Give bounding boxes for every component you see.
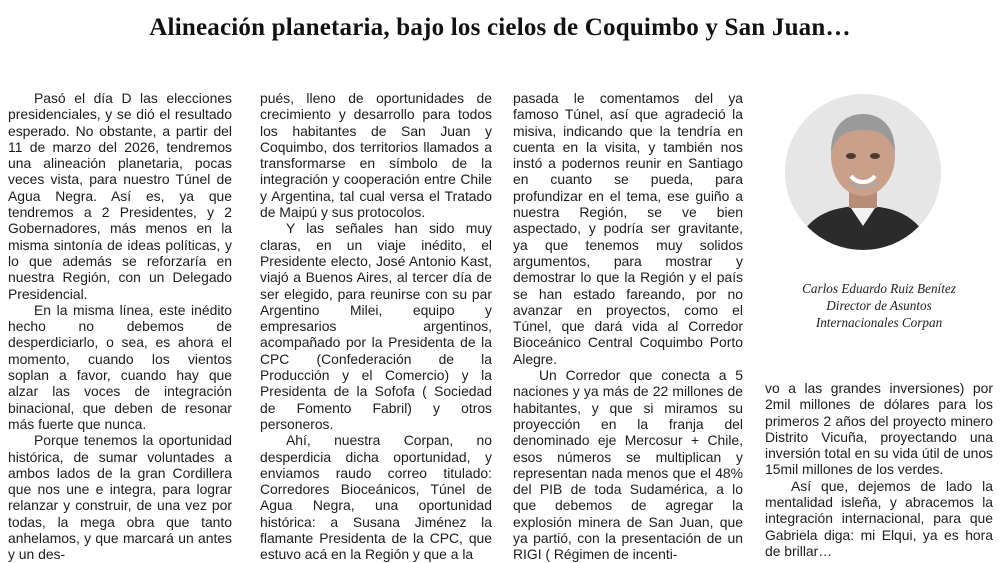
author-portrait: [785, 94, 941, 250]
article-headline: Alineación planetaria, bajo los cielos de Coquimbo y San Juan…: [149, 14, 851, 41]
article-column-3: [513, 90, 743, 563]
article-column-4: [765, 380, 993, 559]
paragraph: Porque tenemos la oportunidad histórica, de sumar voluntades a ambos lados de la gran Cordillera que nos une e integra, para lograr relanzar y construir, de una vez por todas, la mega obra que tanto anhelamos, y que marcará un antes y un des-: [8, 432, 232, 563]
paragraph: pasada le comentamos del ya famoso Túnel, así que agradeció la misiva, indicando que la tendría en cuenta en la visita, y también nos instó a podernos reunir en Santiago en cuanto se pueda, para profundizar en el tema, ese guiño a nuestra Región, se ve bien aspectado, y podría ser gravitante, ya que tenemos muy solidos argumentos, para mostrar y demostrar lo que la Región y el país se han estado fareando, por no avanzar en proyectos, como el Túnel, que dará vida al Corredor Bioceánico Central Coquimbo Porto Alegre.: [513, 90, 743, 367]
author-name: Carlos Eduardo Ruiz Benítez: [802, 281, 956, 296]
paragraph: vo a las grandes inversiones) por 2mil millones de dólares para los primeros 2 años del proyecto minero Distrito Vicuña, proyectando una inversión total en su vida útil de unos 15mil millones de los verdes.: [765, 380, 993, 478]
author-caption: [765, 280, 993, 331]
paragraph: Así que, dejemos de lado la mentalidad isleña, y abracemos la integración internacional, para que Gabriela diga: mi Elqui, ya es hora de brillar…: [765, 477, 993, 559]
author-role-line-1: Director de Asuntos: [826, 298, 932, 313]
paragraph: Ahí, nuestra Corpan, no desperdicia dicha oportunidad, y enviamos raudo correo titulado: Corredores Bioceánicos, Túnel de Agua Negra, una oportunidad histórica: a Susana Jiménez la flamante Presidenta de la CPC, que estuvo acá en la Región y que a la: [260, 432, 492, 563]
article-column-1: [8, 90, 232, 563]
author-portrait-icon: [785, 94, 941, 250]
paragraph: En la misma línea, este inédito hecho no debemos de desperdiciarlo, o sea, es ahora el momento, cuando los vientos soplan a favor, cuando hay que alzar las voces de integración binacional, que deben de resonar más fuerte que nunca.: [8, 301, 232, 432]
paragraph: Un Corredor que conecta a 5 naciones y ya más de 22 millones de habitantes, y que si miramos su proyección en la franja del denominado eje Mercosur + Chile, esos números se multiplican y representan nada menos que el 48% del PIB de toda Sudamérica, a lo que debemos de agregar la explosión minera de San Juan, que ya partió, con la presentación de un RIGI ( Régimen de incenti-: [513, 367, 743, 563]
article-column-2: [260, 90, 492, 563]
paragraph: Pasó el día D las elecciones presidenciales, y se dió el resultado esperado. No obstante, a partir del 11 de marzo del 2026, tendremos una alineación planetaria, pocas veces vista, para nuestro Túnel de Agua Negra. Así es, ya que tendremos a 2 Presidentes, y 2 Gobernadores, más menos en la misma sintonía de ideas políticas, y lo que además se reforzaría en nuestra Región, con un Delegado Presidencial.: [8, 90, 232, 302]
author-role-line-2: Internacionales Corpan: [815, 315, 943, 330]
paragraph: Y las señales han sido muy claras, en un viaje inédito, el Presidente electo, José Antonio Kast, viajó a Buenos Aires, al tercer día de ser elegido, para reunirse con su par Argentino Milei, equipo y empresarios argentinos, acompañado por la Presidenta de la CPC (Confederación de la Producción y el Comercio) y la Presidenta de la Sofofa ( Sociedad de Fomento Fabril) y otros personeros.: [260, 220, 492, 432]
paragraph: pués, lleno de oportunidades de crecimiento y desarrollo para todos los habitantes de San Juan y Coquimbo, dos territorios llamados a transformarse en símbolo de la integración y cooperación entre Chile y Argentina, tal cual versa el Tratado de Maipú y sus protocolos.: [260, 90, 492, 221]
